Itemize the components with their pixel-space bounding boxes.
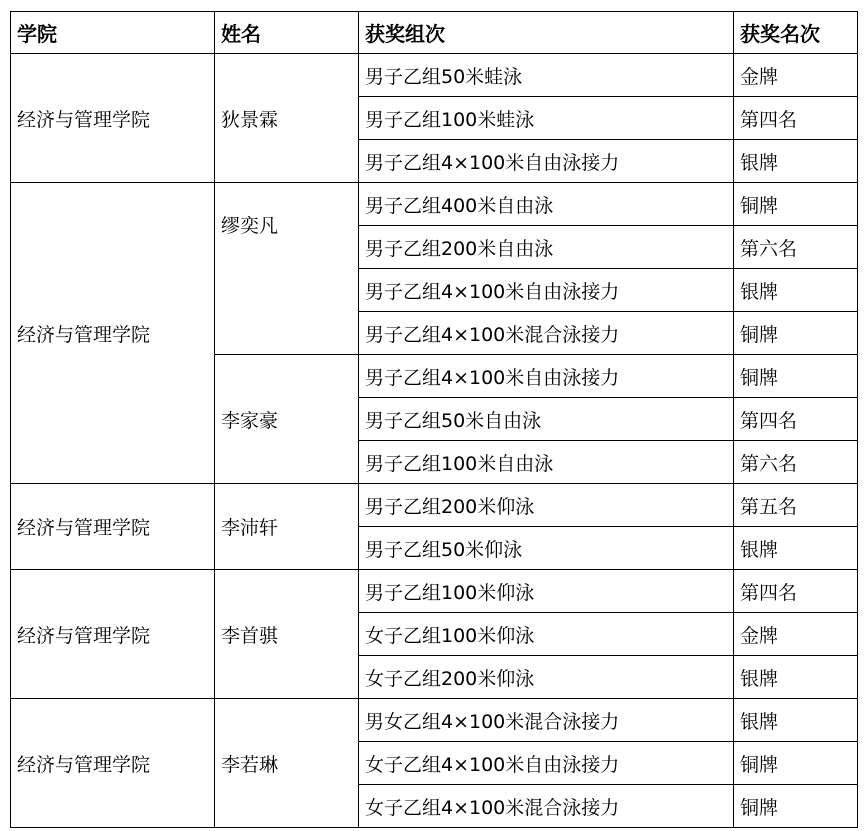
name-cell: 李若琳 [215, 699, 359, 828]
table-row [11, 183, 858, 226]
header-college: 学院 [11, 12, 215, 54]
rank-cell: 银牌 [734, 699, 858, 742]
header-rank: 获奖名次 [734, 12, 858, 54]
event-cell: 男女乙组4×100米混合泳接力 [359, 699, 734, 742]
rank-cell: 铜牌 [734, 785, 858, 828]
event-cell: 女子乙组100米仰泳 [359, 613, 734, 656]
rank-cell: 铜牌 [734, 742, 858, 785]
rank-cell: 第六名 [734, 226, 858, 269]
event-cell: 男子乙组100米蛙泳 [359, 97, 734, 140]
college-cell: 经济与管理学院 [11, 570, 215, 699]
event-cell: 女子乙组4×100米混合泳接力 [359, 785, 734, 828]
rank-cell: 第四名 [734, 398, 858, 441]
rank-cell: 铜牌 [734, 312, 858, 355]
event-cell: 男子乙组100米仰泳 [359, 570, 734, 613]
college-cell: 经济与管理学院 [11, 484, 215, 570]
table-row [11, 54, 858, 97]
rank-cell: 第五名 [734, 484, 858, 527]
rank-cell: 铜牌 [734, 183, 858, 226]
event-cell: 男子乙组50米仰泳 [359, 527, 734, 570]
event-cell: 男子乙组50米自由泳 [359, 398, 734, 441]
awards-table-body [11, 54, 858, 828]
event-cell: 男子乙组200米自由泳 [359, 226, 734, 269]
awards-table [10, 11, 858, 828]
rank-cell: 第四名 [734, 570, 858, 613]
name-cell: 李家豪 [215, 355, 359, 484]
event-cell: 男子乙组4×100米自由泳接力 [359, 269, 734, 312]
event-cell: 男子乙组4×100米自由泳接力 [359, 140, 734, 183]
header-name: 姓名 [215, 12, 359, 54]
event-cell: 男子乙组100米自由泳 [359, 441, 734, 484]
table-row [11, 699, 858, 742]
name-cell: 狄景霖 [215, 54, 359, 183]
rank-cell: 第四名 [734, 97, 858, 140]
event-cell: 女子乙组200米仰泳 [359, 656, 734, 699]
event-cell: 男子乙组4×100米混合泳接力 [359, 312, 734, 355]
rank-cell: 银牌 [734, 656, 858, 699]
college-cell: 经济与管理学院 [11, 699, 215, 828]
rank-cell: 第六名 [734, 441, 858, 484]
rank-cell: 银牌 [734, 527, 858, 570]
rank-cell: 金牌 [734, 613, 858, 656]
table-row [11, 484, 858, 527]
event-cell: 女子乙组4×100米自由泳接力 [359, 742, 734, 785]
rank-cell: 金牌 [734, 54, 858, 97]
rank-cell: 银牌 [734, 140, 858, 183]
header-event: 获奖组次 [359, 12, 734, 54]
college-cell: 经济与管理学院 [11, 54, 215, 183]
name-cell: 缪奕凡 [215, 183, 359, 355]
event-cell: 男子乙组50米蛙泳 [359, 54, 734, 97]
college-cell: 经济与管理学院 [11, 183, 215, 484]
event-cell: 男子乙组200米仰泳 [359, 484, 734, 527]
rank-cell: 银牌 [734, 269, 858, 312]
name-cell: 李首骐 [215, 570, 359, 699]
header-row [11, 12, 858, 54]
event-cell: 男子乙组4×100米自由泳接力 [359, 355, 734, 398]
table-row [11, 570, 858, 613]
rank-cell: 铜牌 [734, 355, 858, 398]
name-cell: 李沛轩 [215, 484, 359, 570]
event-cell: 男子乙组400米自由泳 [359, 183, 734, 226]
